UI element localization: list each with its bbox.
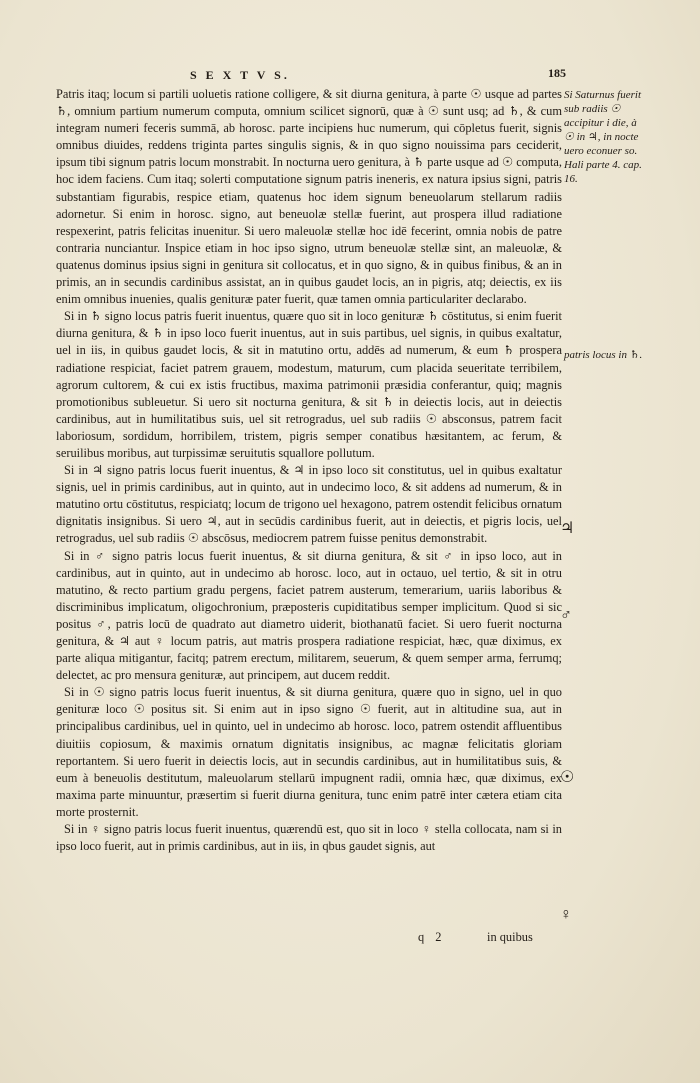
jupiter-symbol-icon: ♃	[560, 520, 575, 537]
paragraph-jupiter: Si in ♃ signo patris locus fuerit inuentus, & ♃ in ipso loco sit constitutus, uel in quibus exaltatur signis, uel in primis cardinibus, aut in quinto, aut in undecimo loco, & sit addens ad numerum, & in matutino ortu cōstitutus, respiciatq; locum de trigono uel hexagono, patrem ostendit felicibus ornatum dignitatis insignibus. Si uero ♃, aut in secūdis cardinibus fuerit, aut in deiectis, et pigris locis, uel retrogradus, uel sub radiis ☉ abscōsus, mediocrem patrem fuisse penitus demonstrabit.	[56, 463, 562, 546]
signature-mark: q 2	[418, 930, 446, 944]
catchword: in quibus	[487, 930, 533, 944]
sun-symbol-icon: ☉	[560, 769, 575, 786]
page-footer	[0, 930, 700, 950]
paragraph-mars: Si in ♂ signo patris locus fuerit inuentus, & sit diurna genitura, & sit ♂ in ipso loco, aut in cardinibus, aut in quinto, aut in undecimo ab horosc. loco, aut in octauo, uel tertio, & sit in otru matutino, & recto partium gradu pergens, faciet patrem austerum, temerarium, uariis laboribus & discriminibus implicatum, oligochronium, præposteris cupiditatibus semper implicitum. Quod si sic positus ♂, patris locū de quadrato aut diametro uiderit, biothanatū faciet. Si uero fuerit nocturna genitura, & ♃ aut ♀ locum patris, aut matris prospera radiatione respiciat, hæc, quæ diximus, ex parte aliqua mitigantur, facitq; patrem erectum, militarem, seuerum, & quem semper arma, ferrumq; delectet, ac pro mensura genituræ, aut principem, aut ducem reddit.	[56, 548, 562, 683]
paragraph-venus: Si in ♀ signo patris locus fuerit inuentus, quærendū est, quo sit in loco ♀ stella collocata, nam si in ipso loco fuerit, aut in primis cardinibus, aut in iis, in qbus gaudet signis, aut	[56, 822, 562, 854]
paragraph-saturn: Si in ♄ signo locus patris fuerit inuentus, quære quo sit in loco genituræ ♄ cōstitutus, si enim fuerit diurna genitura, & ♄ in ipso loco fuerit inuentus, aut in suis partibus, uel signis, in quibus exaltatur, uel in iis, in quibus gaudet locis, & sit in matutino ortu, addēs ad numerum, & eum ♄ prospera radiatione respiciat, faciet patrem grauem, modestum, maturum, cum placida seueritate terribilem, agrorum cultorem, & cui ex istis fructibus, maxima patrimonii præsidia conferantur, quiq; magnis promotionibus subleuetur. Si uero sit nocturna genitura, & sit ♄ in deiectis locis, aut in deiectis cardinibus, aut in humilitatibus suis, uel sit retrogradus, uel sub radiis ☉ absconsus, patrem facit laboriosum, sordidum, horribilem, tristem, pigris semper conatibus hæsitantem, ac ferum, & seruilibus moribus, aut turpissimæ seruitutis squallore pollutum.	[56, 309, 562, 460]
mars-symbol-icon: ♂	[560, 607, 572, 624]
margin-note-saturnus: Si Saturnus fuerit sub radiis ☉ accipitur i die, à ☉ in ♃, in nocte uero econuer so. Hali parte 4. cap. 16.	[564, 89, 642, 185]
folio-number: 185	[548, 66, 566, 80]
page-header	[0, 68, 700, 88]
running-head: S E X T V S.	[190, 68, 290, 82]
paragraph-sun: Si in ☉ signo patris locus fuerit inuentus, & sit diurna genitura, quære quo in signo, uel in quo genituræ loco ☉ positus sit. Si enim aut in ipso signo ☉ fuerit, aut in altitudine sua, aut in principalibus cardinibus, uel in quinto, uel in undecimo ab horosc. loco, patrem ostendit affluentibus diuitiis copiosum, & maximis ornatum dignitatis insignibus, ac magnæ felicitatis gloriam reportantem. Si uero fuerit in deiectis locis, aut in secundis cardinibus, aut in humilitatibus suis, & eum à beneuolis destitutum, maleuolarum stellarū impugnent radii, omnia hæc, quæ diximus, ex maxima parte minuuntur, præsertim si fuerit diurna genitura, tunc enim patrē inter cætera etiam cita morte prosternit.	[56, 685, 562, 819]
venus-symbol-icon: ♀	[560, 906, 572, 923]
margin-note-patris-locus: patris locus in ♄.	[564, 349, 643, 361]
paragraph-pars-patris: Patris itaq; locum si partili uoluetis ratione colligere, & sit diurna genitura, à parte ☉ usque ad partes ♄, omnium partium numerum computa, omnium scilicet signorū, quæ à ☉ sunt usq; ad ♄, & cum integram numeri feceris summā, ab horosc. parte incipiens huc numerum, qui cōpletus fuerit, signis omnibus diuides, reddens triginta partes singulis signis, & in quo signo nouissima pars ceciderit, ipsum tibi signum patris locum monstrabit. In nocturna uero genitura, à ♄ parte usque ad ☉ computa, hoc idem faciens. Cum itaq; solerti computatione signum patris ineneris, ex natura ipsius signi, patris substantiam figurabis, respice etiam, quatenus hoc idem signum beneuolarum stellarum radiis adornetur. Si enim in horosc. signo, aut beneuolæ stellæ fuerint, aut prospera illud radiatione respexerint, patris felicitas inuenitur. Si uero maleuolæ stellæ hoc idē fecerint, omnia nobis de patre contraria nunciantur. Inspice etiam in hoc ipso signo, utrum beneuolæ stellæ sint, an maleuolæ, & quatenus dominus ipsius signi in genitura sit collocatus, et in quo signo, & in quibus finibus, & an in primis, an in secundis cardinibus assistat, an in quibus gaudet locis, an in pigris, atq; deiectis, ex iis enim omnibus inuenies, qualis genituræ pater fuerit, quæ tamen omnia particulariter declarabo.	[56, 87, 562, 307]
main-text-block	[56, 86, 562, 855]
